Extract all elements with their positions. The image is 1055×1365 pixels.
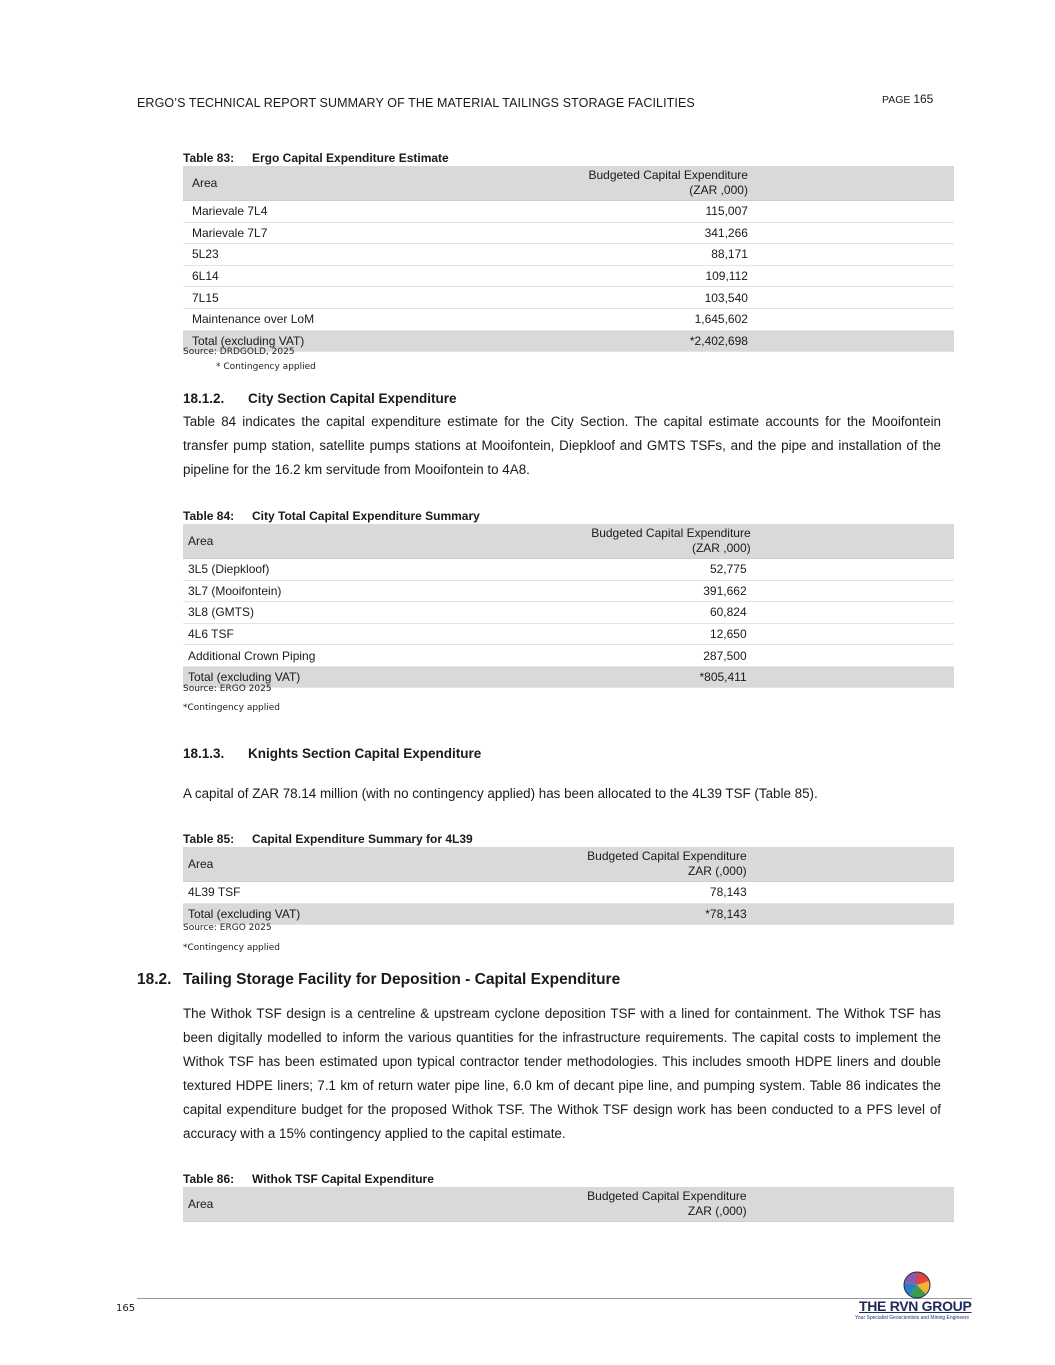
- row-value: 78,143: [583, 882, 747, 904]
- table-header-row: [183, 524, 954, 559]
- page-label: PAGE: [882, 94, 911, 106]
- table-row: [183, 201, 954, 223]
- table-total-row: [183, 330, 954, 351]
- row-value: 1,645,602: [585, 308, 748, 330]
- table-source: Source: ERGO 2025: [183, 923, 272, 933]
- total-label: Total (excluding VAT): [183, 903, 583, 924]
- column-header-area: Area: [183, 166, 585, 201]
- logo-text: THE RVN GROUP: [859, 1298, 972, 1314]
- column-header-area: Area: [183, 524, 583, 559]
- column-header-area: Area: [183, 847, 583, 882]
- row-area: Marievale 7L7: [183, 222, 585, 244]
- section-paragraph: The Withok TSF design is a centreline & upstream cyclone deposition TSF with a lined for containment. The Withok TSF has been digitally modelled to inform the various quantities for the infrastructure requirements. The capital costs to implement the Withok TSF has been estimated upon typical contractor tender methodologies. This includes smooth HDPE liners and double textured HDPE liners; 7.1 km of return water pipe line, 6.0 km of decant pipe line, and pumping system. Table 86 indicates the capital expenditure budget for the proposed Withok TSF. The Withok TSF design work has been conducted to a PFS level of accuracy with a 15% contingency applied to the capital estimate.: [183, 1006, 941, 1141]
- total-label: Total (excluding VAT): [183, 330, 585, 351]
- row-area: Marievale 7L4: [183, 201, 585, 223]
- row-area: 4L39 TSF: [183, 882, 583, 904]
- table-83: [183, 166, 954, 352]
- column-header-value: Budgeted Capital Expenditure ZAR (,000): [583, 1187, 747, 1222]
- page-number: 165: [913, 92, 934, 106]
- report-header-title: ERGO’S TECHNICAL REPORT SUMMARY OF THE MATERIAL TAILINGS STORAGE FACILITIES: [137, 96, 695, 110]
- table-84: [183, 524, 954, 688]
- section-heading-18-1-3: 18.1.3. Knights Section Capital Expenditure: [183, 746, 482, 761]
- row-area: 7L15: [183, 287, 585, 309]
- row-area: Additional Crown Piping: [183, 645, 583, 667]
- row-value: 109,112: [585, 265, 748, 287]
- section-heading-18-1-2: 18.1.2. City Section Capital Expenditure: [183, 391, 457, 406]
- table-83-caption: [183, 151, 449, 165]
- logo-pie-icon: [902, 1270, 932, 1300]
- table-source: Source: DRDGOLD, 2025: [183, 347, 295, 357]
- row-value: 341,266: [585, 222, 748, 244]
- table-label: Table 83:: [183, 151, 235, 165]
- row-area: 4L6 TSF: [183, 623, 583, 645]
- column-header-area: Area: [183, 1187, 583, 1222]
- table-note: *Contingency applied: [183, 703, 281, 713]
- table-total-row: [183, 666, 954, 687]
- section-paragraph: A capital of ZAR 78.14 million (with no contingency applied) has been allocated to the 4L39 TSF (Table 85).: [183, 786, 818, 801]
- row-area: 6L14: [183, 265, 585, 287]
- table-row: [183, 645, 954, 667]
- total-value: *805,411: [583, 666, 747, 687]
- row-value: 391,662: [583, 580, 747, 602]
- table-row: [183, 222, 954, 244]
- row-value: 115,007: [585, 201, 748, 223]
- column-header-value: Budgeted Capital Expenditure (ZAR ,000): [585, 166, 748, 201]
- table-row: [183, 623, 954, 645]
- total-value: *2,402,698: [585, 330, 748, 351]
- table-header-row: [183, 1187, 954, 1222]
- table-title: Ergo Capital Expenditure Estimate: [252, 151, 449, 165]
- table-note: * Contingency applied: [216, 362, 316, 372]
- table-row: [183, 265, 954, 287]
- table-row: [183, 308, 954, 330]
- header-page-number: [882, 92, 933, 106]
- table-86-caption: Table 86: Withok TSF Capital Expenditure: [183, 1172, 434, 1186]
- row-value: 287,500: [583, 645, 747, 667]
- footer-page-number: 165: [116, 1303, 136, 1314]
- section-paragraph: Table 84 indicates the capital expenditure estimate for the City Section. The capital estimate accounts for the Mooifontein transfer pump station, satellite pumps stations at Mooifontein, Diepkloof and GMTS TSFs, and the pipe and installation of the pipeline for the 16.2 km servitude from Mooifontein to 4A8.: [183, 414, 941, 477]
- row-value: 52,775: [583, 559, 747, 581]
- row-area: 3L8 (GMTS): [183, 602, 583, 624]
- total-label: Total (excluding VAT): [183, 666, 583, 687]
- table-84-caption: Table 84: City Total Capital Expenditure Summary: [183, 509, 480, 523]
- table-85: [183, 847, 954, 925]
- row-area: 3L7 (Mooifontein): [183, 580, 583, 602]
- table-row: [183, 244, 954, 266]
- logo-tagline: Your Specialist Geoscientists and Mining Engineers: [855, 1315, 970, 1321]
- table-row: [183, 580, 954, 602]
- row-area: 5L23: [183, 244, 585, 266]
- table-note: *Contingency applied: [183, 943, 281, 953]
- table-row: [183, 287, 954, 309]
- column-header-value: Budgeted Capital Expenditure ZAR (,000): [583, 847, 747, 882]
- table-86: [183, 1187, 954, 1222]
- total-value: *78,143: [583, 903, 747, 924]
- row-value: 12,650: [583, 623, 747, 645]
- row-value: 60,824: [583, 602, 747, 624]
- table-total-row: [183, 903, 954, 924]
- table-85-caption: Table 85: Capital Expenditure Summary for 4L39: [183, 832, 473, 846]
- table-row: [183, 882, 954, 904]
- table-row: [183, 602, 954, 624]
- footer-divider: [137, 1298, 972, 1299]
- section-heading-18-2: 18.2. Tailing Storage Facility for Deposition - Capital Expenditure: [137, 971, 621, 988]
- table-row: [183, 559, 954, 581]
- column-header-value: Budgeted Capital Expenditure (ZAR ,000): [583, 524, 747, 559]
- row-area: 3L5 (Diepkloof): [183, 559, 583, 581]
- company-logo: [855, 1268, 980, 1326]
- row-value: 103,540: [585, 287, 748, 309]
- row-area: Maintenance over LoM: [183, 308, 585, 330]
- table-header-row: [183, 166, 954, 201]
- table-source: Source: ERGO 2025: [183, 684, 272, 694]
- row-value: 88,171: [585, 244, 748, 266]
- table-header-row: [183, 847, 954, 882]
